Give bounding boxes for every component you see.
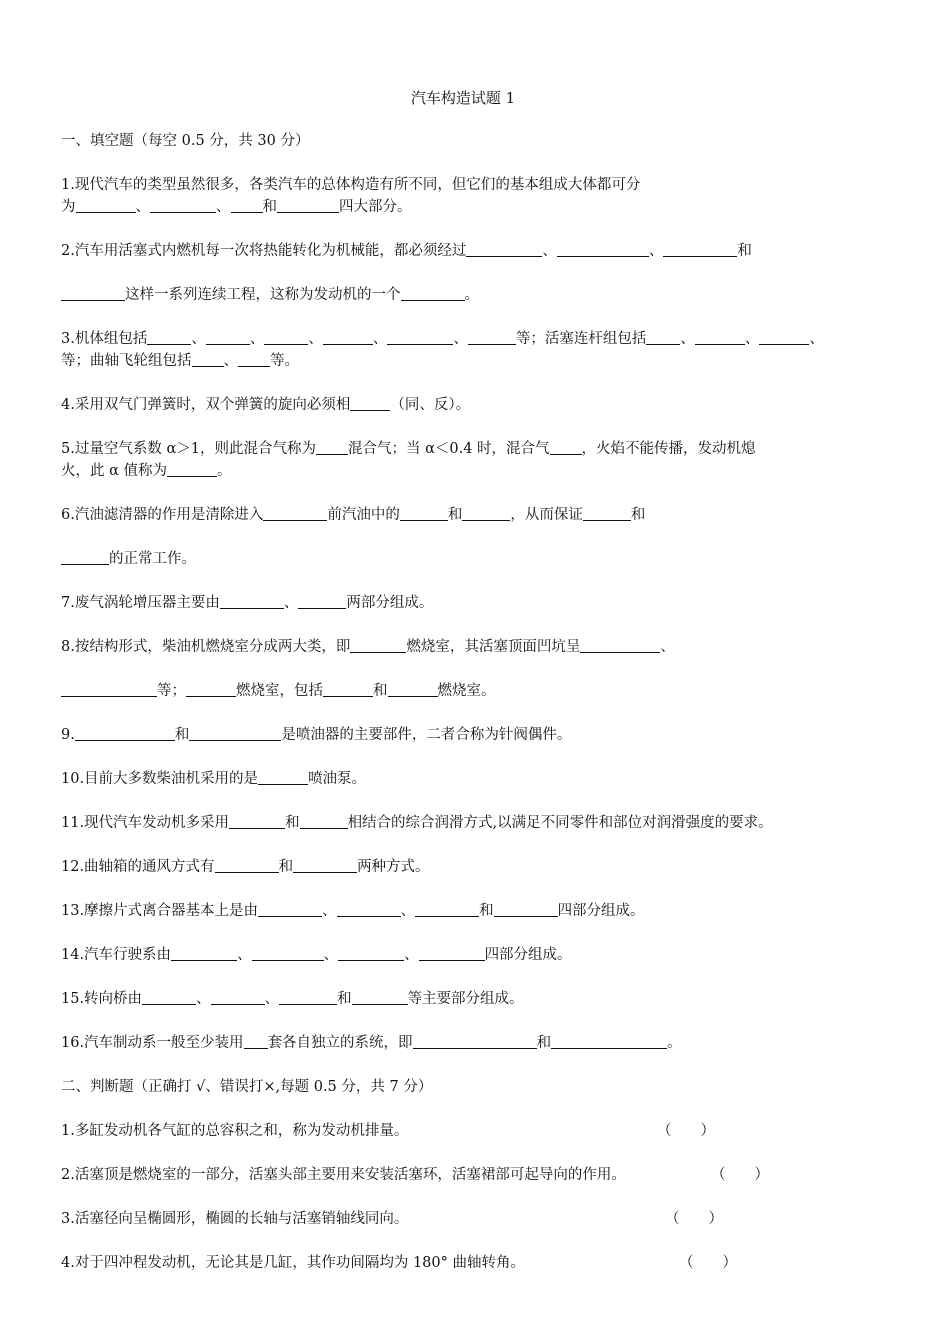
blank[interactable] xyxy=(583,505,631,521)
blank[interactable] xyxy=(61,285,125,301)
blank[interactable] xyxy=(350,395,390,411)
judge-item-2: 2.活塞顶是燃烧室的一部分，活塞头部主要用来安装活塞环，活塞裙部可起导向的作用。 xyxy=(61,1167,626,1183)
q6-line2: 的正常工作。 xyxy=(61,549,196,569)
q3-line2: 等；曲轴飞轮组包括 、 等。 xyxy=(61,353,299,369)
q5-line2: 火，此 α 值称为 。 xyxy=(61,463,232,479)
blank[interactable] xyxy=(419,945,485,961)
judge-item-3: 3.活塞径向呈椭圆形，椭圆的长轴与活塞销轴线同向。 xyxy=(61,1211,409,1227)
blank[interactable] xyxy=(298,593,346,609)
q14-line: 14.汽车行驶系由 、 、 、 四部分组成。 xyxy=(61,947,572,963)
answer-parens[interactable]: （ ） xyxy=(657,1123,715,1139)
judge-item-4: 4.对于四冲程发动机，无论其是几缸，其作功间隔均为 180° 曲轴转角。 xyxy=(61,1255,525,1271)
answer-parens[interactable]: （ ） xyxy=(665,1211,723,1227)
q10-line: 10.目前大多数柴油机采用的是 喷油泵。 xyxy=(61,771,367,787)
blank[interactable] xyxy=(401,285,465,301)
blank[interactable] xyxy=(206,329,250,345)
blank[interactable] xyxy=(323,329,373,345)
blank[interactable] xyxy=(337,901,401,917)
blank[interactable] xyxy=(413,1033,537,1049)
blank[interactable] xyxy=(258,901,322,917)
q8-line2: 等； 燃烧室，包括 和 燃烧室。 xyxy=(61,681,496,701)
blank[interactable] xyxy=(277,197,339,213)
section1-heading: 一、填空题（每空 0.5 分，共 30 分） xyxy=(61,133,310,149)
blank[interactable] xyxy=(338,945,404,961)
q6-line1: 6.汽油滤清器的作用是清除进入 前汽油中的 和 ，从而保证 和 xyxy=(61,507,646,523)
blank[interactable] xyxy=(388,681,438,697)
q1-line1: 1.现代汽车的类型虽然很多，各类汽车的总体构造有所不同，但它们的基本组成大体都可分 xyxy=(61,177,641,193)
q2-line2: 这样一系列连续工程，这称为发动机的一个 。 xyxy=(61,285,479,305)
blank[interactable] xyxy=(352,989,408,1005)
blank[interactable] xyxy=(220,593,284,609)
q9-line: 9. 和 是喷油器的主要部件，二者合称为针阀偶件。 xyxy=(61,727,572,743)
blank[interactable] xyxy=(316,439,348,455)
blank[interactable] xyxy=(466,241,542,257)
q12-line: 12.曲轴箱的通风方式有 和 两种方式。 xyxy=(61,859,430,875)
blank[interactable] xyxy=(76,197,136,213)
answer-parens[interactable]: （ ） xyxy=(711,1167,769,1183)
blank[interactable] xyxy=(186,681,236,697)
blank[interactable] xyxy=(147,329,191,345)
blank[interactable] xyxy=(557,241,649,257)
blank[interactable] xyxy=(75,725,175,741)
blank[interactable] xyxy=(167,461,217,477)
blank[interactable] xyxy=(293,857,357,873)
blank[interactable] xyxy=(462,505,510,521)
blank[interactable] xyxy=(252,945,324,961)
q3-line1: 3.机体组包括 、 、 、 、 、 等；活塞连杆组包括 、 、 、 xyxy=(61,331,824,347)
blank[interactable] xyxy=(231,197,263,213)
blank[interactable] xyxy=(171,945,237,961)
blank[interactable] xyxy=(580,637,660,653)
blank[interactable] xyxy=(244,1033,268,1049)
q4-line: 4.采用双气门弹簧时，双个弹簧的旋向必须相 （同、反）。 xyxy=(61,397,471,413)
blank[interactable] xyxy=(192,351,224,367)
q2-line1: 2.汽车用活塞式内燃机每一次将热能转化为机械能，都必须经过 、 、 和 xyxy=(61,243,752,259)
blank[interactable] xyxy=(215,857,279,873)
blank[interactable] xyxy=(150,197,216,213)
answer-parens[interactable]: （ ） xyxy=(679,1255,737,1271)
blank[interactable] xyxy=(695,329,745,345)
blank[interactable] xyxy=(468,329,516,345)
blank[interactable] xyxy=(400,505,448,521)
blank[interactable] xyxy=(646,329,680,345)
blank[interactable] xyxy=(279,989,337,1005)
blank[interactable] xyxy=(264,329,308,345)
q7-line: 7.废气涡轮增压器主要由 、 两部分组成。 xyxy=(61,595,434,611)
blank[interactable] xyxy=(350,637,406,653)
q15-line: 15.转向桥由 、 、 和 等主要部分组成。 xyxy=(61,991,524,1007)
blank[interactable] xyxy=(211,989,265,1005)
blank[interactable] xyxy=(415,901,479,917)
blank[interactable] xyxy=(142,989,196,1005)
blank[interactable] xyxy=(61,549,109,565)
blank[interactable] xyxy=(759,329,809,345)
judge-item-1: 1.多缸发动机各气缸的总容积之和，称为发动机排量。 xyxy=(61,1123,409,1139)
blank[interactable] xyxy=(229,813,285,829)
q5-line1: 5.过量空气系数 α＞1，则此混合气称为 混合气；当 α＜0.4 时，混合气 ，火焰不能传播，发动机熄 xyxy=(61,441,756,457)
blank[interactable] xyxy=(61,681,157,697)
blank[interactable] xyxy=(300,813,348,829)
q11-line: 11.现代汽车发动机多采用 和 相结合的综合润滑方式,以满足不同零件和部位对润滑强度的要求。 xyxy=(61,815,773,831)
blank[interactable] xyxy=(258,769,308,785)
blank[interactable] xyxy=(387,329,453,345)
q13-line: 13.摩擦片式离合器基本上是由 、 、 和 四部分组成。 xyxy=(61,903,645,919)
blank[interactable] xyxy=(494,901,558,917)
blank[interactable] xyxy=(323,681,373,697)
blank[interactable] xyxy=(663,241,737,257)
blank[interactable] xyxy=(263,505,327,521)
page-title: 汽车构造试题 1 xyxy=(410,89,516,107)
blank[interactable] xyxy=(550,439,582,455)
q8-line1: 8.按结构形式，柴油机燃烧室分成两大类，即 燃烧室，其活塞顶面凹坑呈 、 xyxy=(61,639,675,655)
q16-line: 16.汽车制动系一般至少装用 套各自独立的系统，即 和 。 xyxy=(61,1035,682,1051)
q1-line2: 为 、 、 和 四大部分。 xyxy=(61,199,412,215)
blank[interactable] xyxy=(189,725,281,741)
blank[interactable] xyxy=(238,351,270,367)
blank[interactable] xyxy=(551,1033,667,1049)
section2-heading: 二、判断题（正确打 √、错误打×,每题 0.5 分，共 7 分） xyxy=(61,1079,433,1095)
